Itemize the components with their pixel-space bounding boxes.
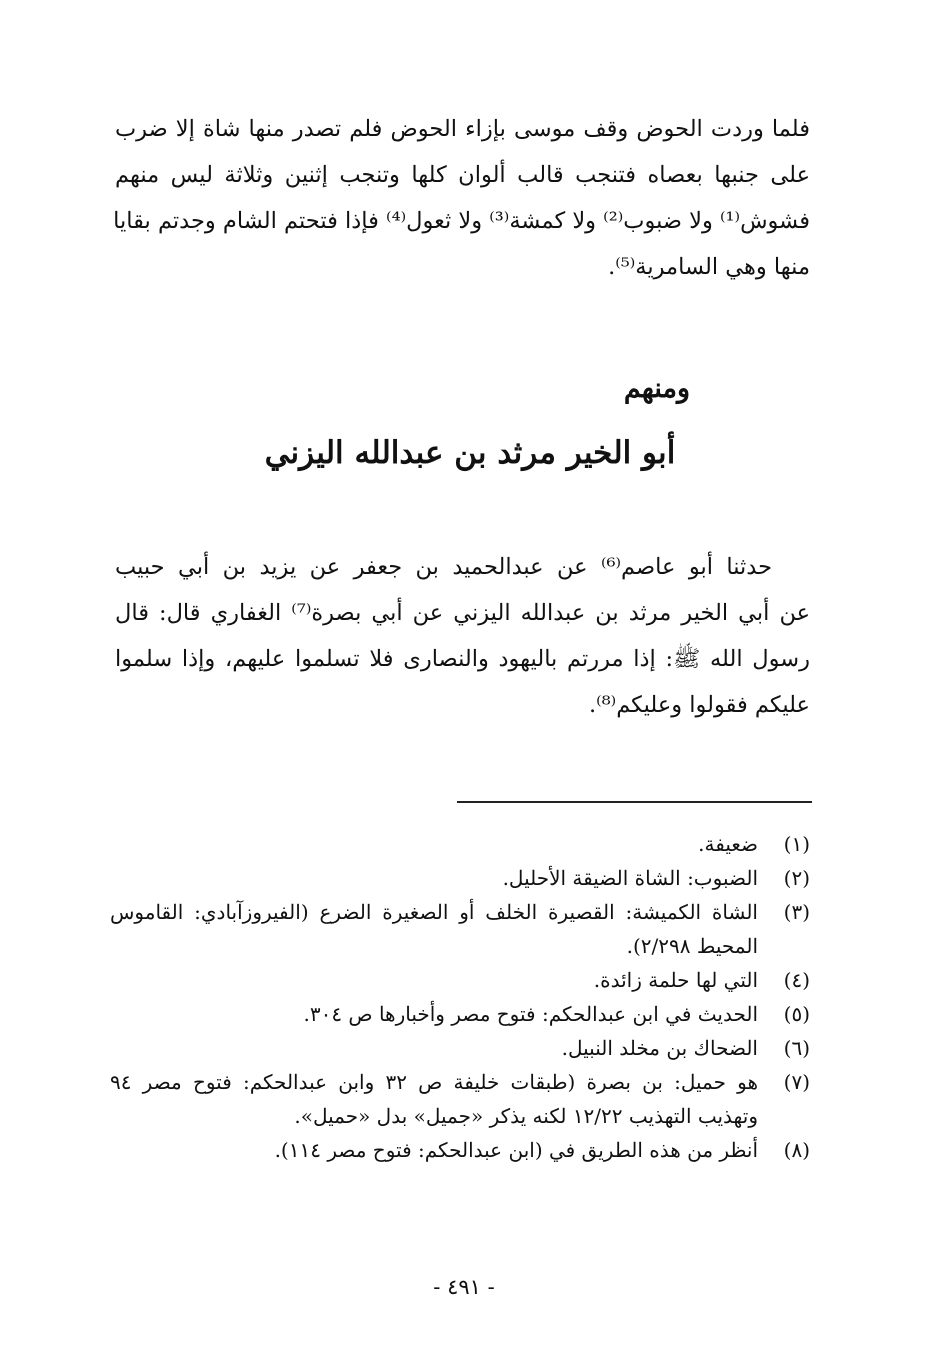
section-lead-heading: ومنهم	[623, 373, 690, 404]
footnote-number: (٨)	[783, 1138, 810, 1162]
footnote-number: (٧)	[783, 1070, 810, 1094]
body-paragraph-1	[115, 106, 810, 290]
footnote-number: (١)	[783, 832, 810, 856]
footnote-line: الحديث في ابن عبدالحكم: فتوح مصر وأخبارها ص ٣٠٤.	[303, 1002, 758, 1026]
paragraph-line: على جنبها بعصاه فتنجب قالب ألوان كلها وتنجب إثنين وثلاثة ليس منهم	[115, 162, 810, 188]
person-title-heading: أبو الخير مرثد بن عبدالله اليزني	[264, 435, 676, 471]
footnote-item	[110, 861, 810, 895]
footnote-text	[110, 895, 758, 963]
paragraph-line: فلما وردت الحوض وقف موسى بإزاء الحوض فلم تصدر منها شاة إلا ضرب	[115, 116, 810, 142]
footnote-text	[110, 1065, 758, 1133]
footnote-item	[110, 1133, 810, 1167]
footnote-number: (٦)	[783, 1036, 810, 1060]
footnote-line: المحيط ٢/٢٩٨).	[626, 934, 758, 958]
page-number: - ٤٩١ -	[433, 1275, 495, 1299]
footnotes-list	[110, 827, 810, 1167]
footnote-line: وتهذيب التهذيب ١٢/٢٢ لكنه يذكر «جميل» بدل «حميل».	[294, 1104, 758, 1128]
footnote-line: أنظر من هذه الطريق في (ابن عبدالحكم: فتوح مصر ١١٤).	[274, 1138, 758, 1162]
body-paragraph-2	[115, 544, 810, 728]
footnote-text	[110, 861, 758, 895]
footnote-line: الضبوب: الشاة الضيقة الأحليل.	[502, 866, 758, 890]
footnote-item	[110, 1065, 810, 1133]
paragraph-line: منها وهي السامرية⁽⁵⁾.	[608, 254, 810, 280]
footnote-text	[110, 827, 758, 861]
footnote-number: (٥)	[783, 1002, 810, 1026]
footnote-line: التي لها حلمة زائدة.	[593, 968, 758, 992]
footnote-item	[110, 1031, 810, 1065]
footnote-line: الشاة الكميشة: القصيرة الخلف أو الصغيرة الضرع (الفيروزآبادي: القاموس	[110, 900, 758, 924]
footnote-separator	[457, 801, 812, 803]
footnote-line: الضحاك بن مخلد النبيل.	[561, 1036, 758, 1060]
footnote-item	[110, 895, 810, 963]
footnote-number: (٢)	[783, 866, 810, 890]
paragraph-line: رسول الله ﷺ: إذا مررتم باليهود والنصارى فلا تسلموا عليهم، وإذا سلموا	[115, 646, 810, 672]
footnote-item	[110, 827, 810, 861]
footnote-text	[110, 1133, 758, 1167]
footnote-text	[110, 1031, 758, 1065]
footnote-line: هو حميل: بن بصرة (طبقات خليفة ص ٣٢ وابن عبدالحكم: فتوح مصر ٩٤	[110, 1070, 759, 1094]
footnote-text	[110, 997, 758, 1031]
footnote-text	[110, 963, 758, 997]
paragraph-line: حدثنا أبو عاصم⁽⁶⁾ عن عبدالحميد بن جعفر عن يزيد بن أبي حبيب	[115, 554, 772, 580]
footnote-item	[110, 997, 810, 1031]
footnote-number: (٤)	[783, 968, 810, 992]
paragraph-line: عليكم فقولوا وعليكم⁽⁸⁾.	[588, 692, 810, 718]
footnote-number: (٣)	[783, 900, 810, 924]
footnote-line: ضعيفة.	[698, 832, 758, 856]
paragraph-line: فشوش⁽¹⁾ ولا ضبوب⁽²⁾ ولا كمشة⁽³⁾ ولا ثعول⁽⁴⁾ فإذا فتحتم الشام وجدتم بقايا	[113, 208, 810, 234]
paragraph-line: عن أبي الخير مرثد بن عبدالله اليزني عن أبي بصرة⁽⁷⁾ الغفاري قال: قال	[115, 600, 810, 626]
footnote-item	[110, 963, 810, 997]
